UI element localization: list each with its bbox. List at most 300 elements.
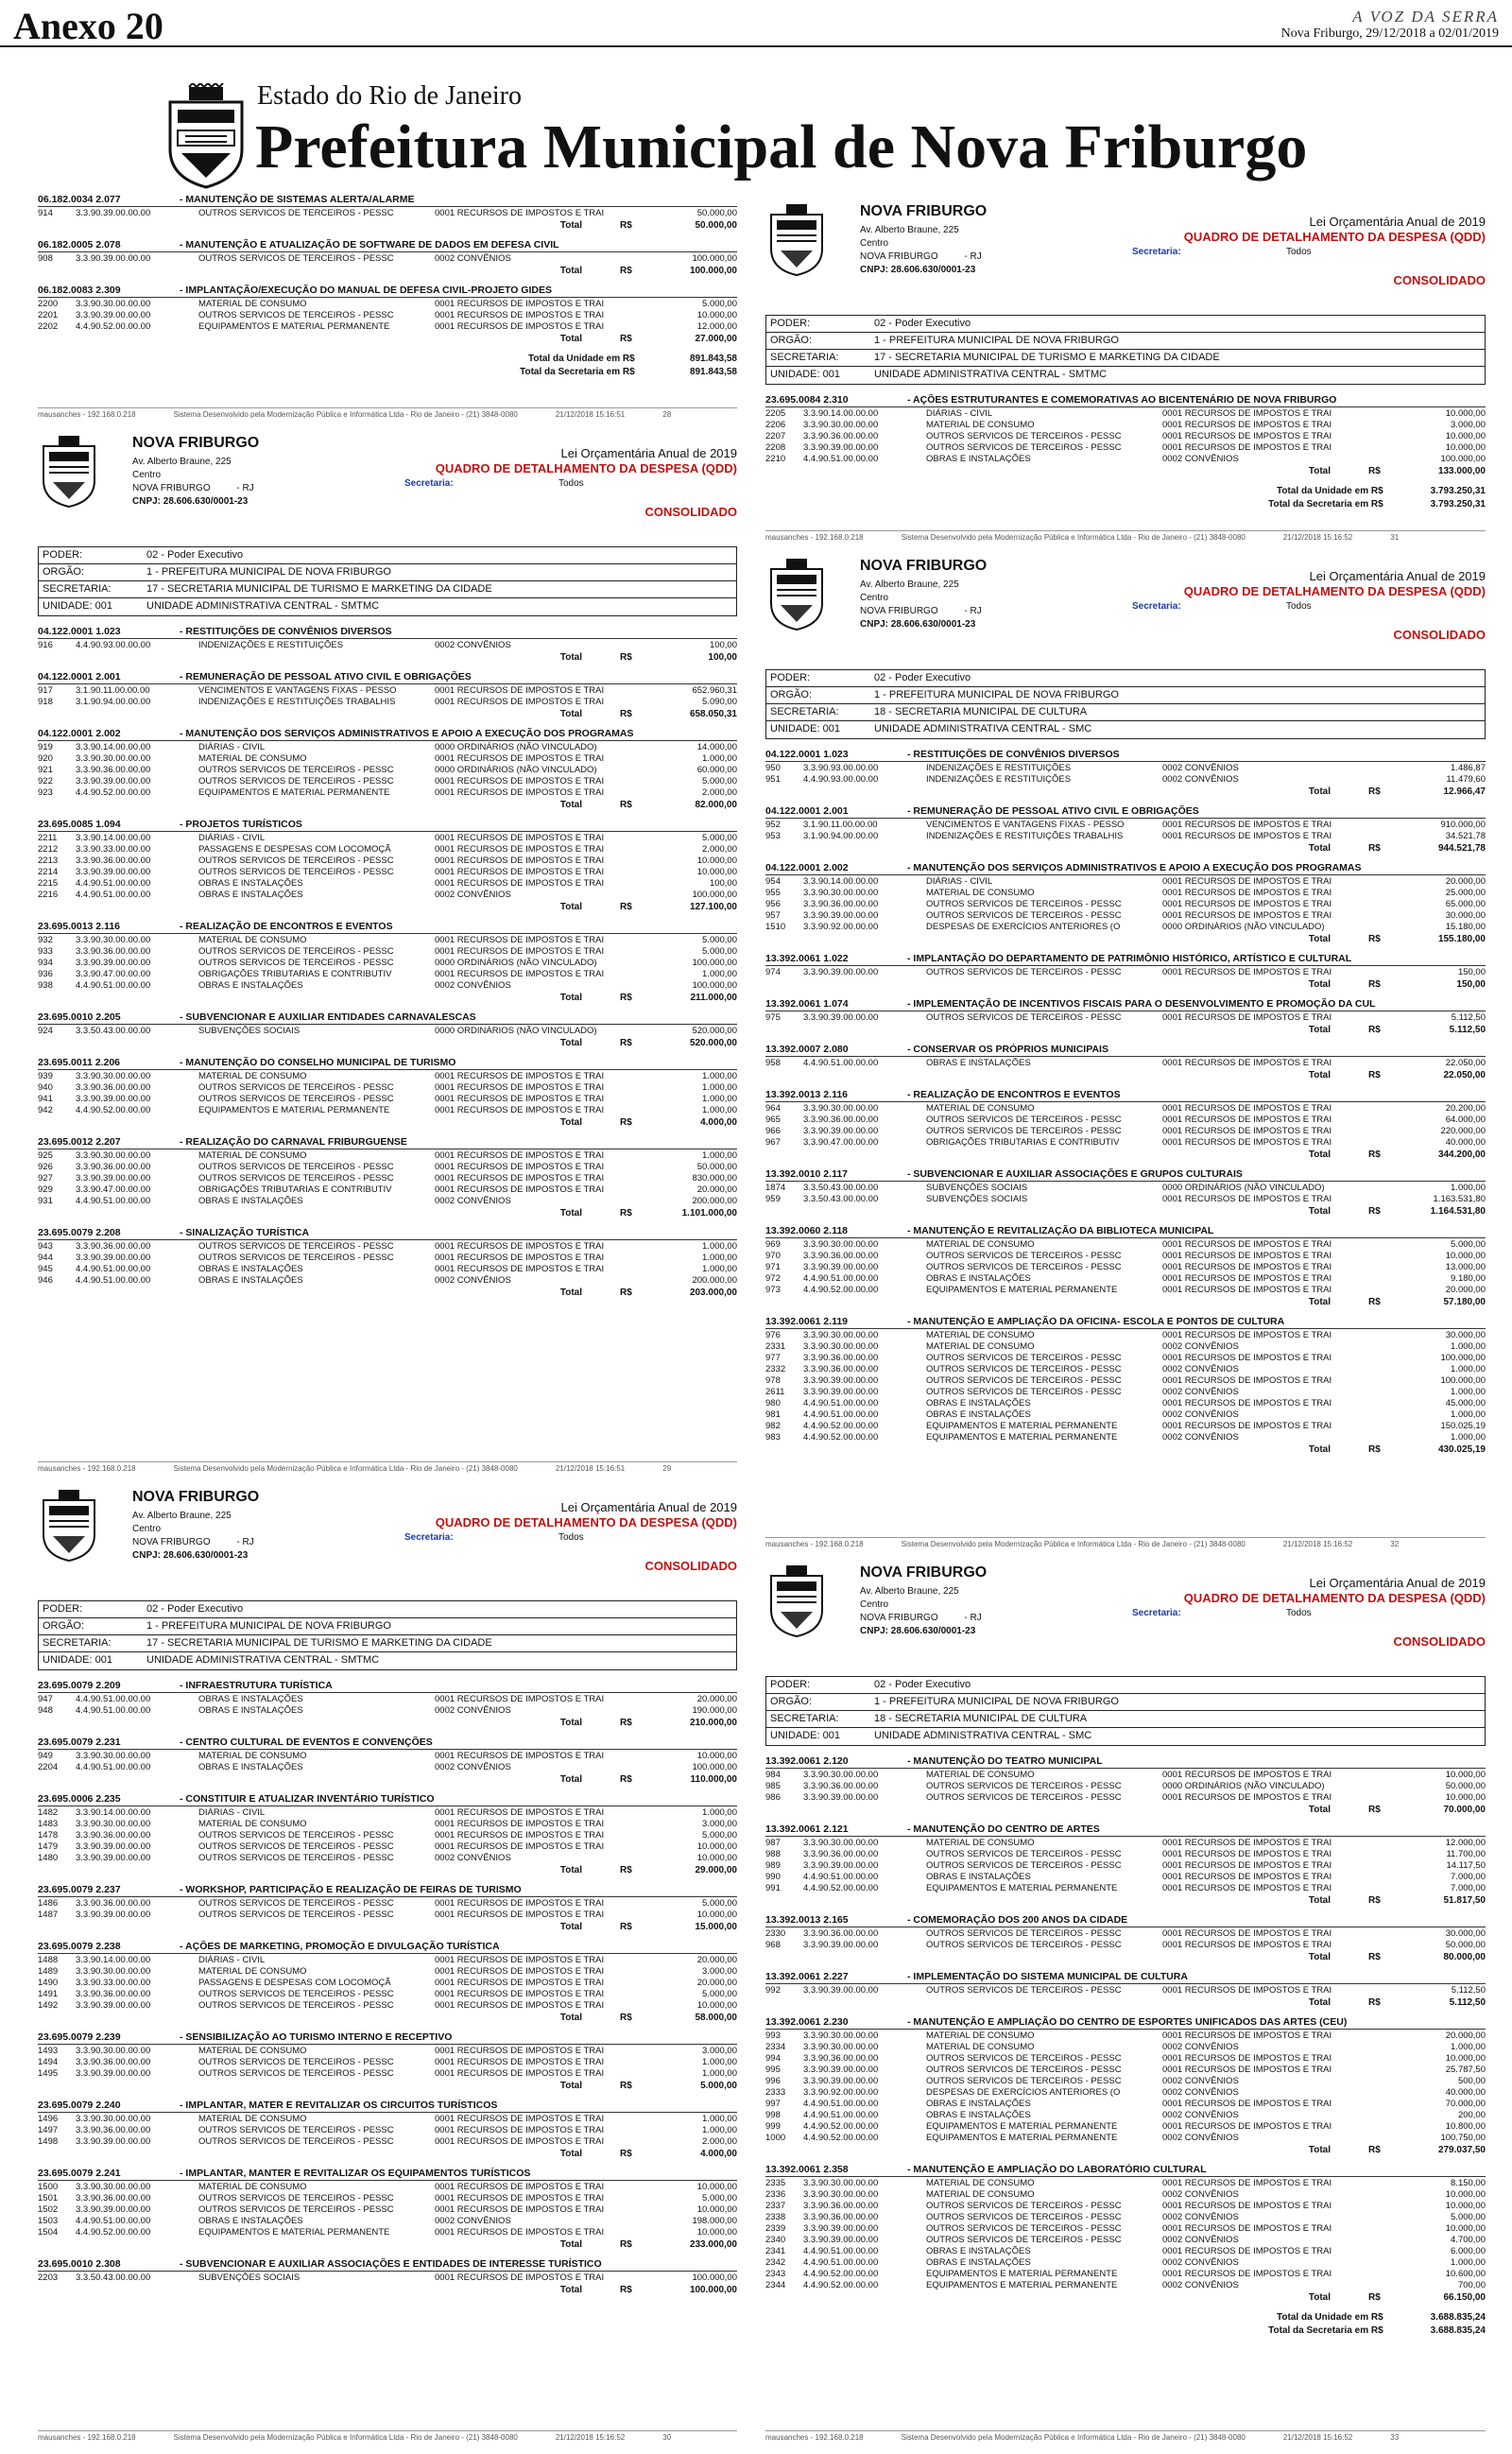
- group-total: Total R$ 203.000,00: [559, 1287, 737, 1298]
- group-heading: 13.392.0061 2.119 - MANUTENÇÃO E AMPLIAÇÃO DA OFICINA- ESCOLA E PONTOS DE CULTURA: [765, 1316, 1486, 1329]
- group-total: Total R$ 430.025,19: [1308, 1444, 1486, 1455]
- table-row: 940 3.3.90.36.00.00.00 OUTROS SERVICOS DE TERCEIROS - PESSC 0001 RECURSOS DE IMPOSTOS E TRAI 1.000,00: [38, 1082, 737, 1093]
- group-total: Total R$ 57.180,00: [1308, 1297, 1486, 1307]
- entity-address: Av. Alberto Braune, 225 Centro NOVA FRIBURGO - RJ CNPJ: 28.606.630/0001-23: [132, 1511, 254, 1561]
- group-total: Total R$ 12.966,47: [1308, 786, 1486, 797]
- consolidado-label: CONSOLIDADO: [1393, 273, 1486, 287]
- budget-group: [38, 2168, 737, 2252]
- group-total: Total R$ 150,00: [1308, 979, 1486, 990]
- table-row: 994 3.3.90.36.00.00.00 OUTROS SERVICOS DE TERCEIROS - PESSC 0001 RECURSOS DE IMPOSTOS E TRAI 10.000,00: [765, 2053, 1486, 2064]
- table-row: 968 3.3.90.39.00.00.00 OUTROS SERVICOS DE TERCEIROS - PESSC 0001 RECURSOS DE IMPOSTOS E TRAI 50.000,00: [765, 1940, 1486, 1950]
- table-row: 949 3.3.90.30.00.00.00 MATERIAL DE CONSUMO 0001 RECURSOS DE IMPOSTOS E TRAI 10.000,00: [38, 1751, 737, 1761]
- table-row: 918 3.1.90.94.00.00.00 INDENIZAÇÕES E RESTITUIÇÕES TRABALHIS 0001 RECURSOS DE IMPOSTOS E TRAI 5.090,00: [38, 697, 737, 707]
- group-heading: 23.695.0010 2.308 - SUBVENCIONAR E AUXILIAR ASSOCIAÇÕES E ENTIDADES DE INTERESSE TURÍSTICO: [38, 2258, 737, 2272]
- report-page: [762, 194, 1489, 544]
- table-row: 1502 3.3.90.39.00.00.00 OUTROS SERVICOS DE TERCEIROS - PESSC 0001 RECURSOS DE IMPOSTOS E TRAI 10.000,00: [38, 2204, 737, 2215]
- table-row: 939 3.3.90.30.00.00.00 MATERIAL DE CONSUMO 0001 RECURSOS DE IMPOSTOS E TRAI 1.000,00: [38, 1071, 737, 1081]
- table-row: 2214 3.3.90.39.00.00.00 OUTROS SERVICOS DE TERCEIROS - PESSC 0001 RECURSOS DE IMPOSTOS E TRAI 10.000,00: [38, 867, 737, 877]
- group-heading: 13.392.0061 2.120 - MANUTENÇÃO DO TEATRO MUNICIPAL: [765, 1755, 1486, 1769]
- group-total: Total R$ 100,00: [559, 652, 737, 663]
- table-row: 967 3.3.90.47.00.00.00 OBRIGAÇÕES TRIBUTARIAS E CONTRIBUTIV 0001 RECURSOS DE IMPOSTOS E TRAI 40.000,00: [765, 1137, 1486, 1148]
- table-row: 916 4.4.90.93.00.00.00 INDENIZAÇÕES E RESTITUIÇÕES 0002 CONVÊNIOS 100,00: [38, 640, 737, 650]
- group-heading: 13.392.0061 2.121 - MANUTENÇÃO DO CENTRO DE ARTES: [765, 1823, 1486, 1837]
- budget-group: [765, 1316, 1486, 1457]
- group-heading: 04.122.0001 1.023 - RESTITUIÇÕES DE CONVÊNIOS DIVERSOS: [765, 749, 1486, 762]
- table-row: 975 3.3.90.39.00.00.00 OUTROS SERVICOS DE TERCEIROS - PESSC 0001 RECURSOS DE IMPOSTOS E TRAI 5.112,50: [765, 1012, 1486, 1023]
- table-row: 1503 4.4.90.51.00.00.00 OBRAS E INSTALAÇÕES 0002 CONVÊNIOS 198.000,00: [38, 2216, 737, 2226]
- group-heading: 23.695.0011 2.206 - MANUTENÇÃO DO CONSELHO MUNICIPAL DE TURISMO: [38, 1057, 737, 1070]
- lei-label: Lei Orçamentária Anual de 2019: [1309, 215, 1486, 229]
- budget-group: [38, 921, 737, 1005]
- group-total: Total R$ 155.180,00: [1308, 934, 1486, 944]
- table-row: 2342 4.4.90.51.00.00.00 OBRAS E INSTALAÇÕES 0002 CONVÊNIOS 1.000,00: [765, 2257, 1486, 2268]
- table-row: 945 4.4.90.51.00.00.00 OBRAS E INSTALAÇÕES 0001 RECURSOS DE IMPOSTOS E TRAI 1.000,00: [38, 1264, 737, 1274]
- table-row: 2344 4.4.90.52.00.00.00 EQUIPAMENTOS E MATERIAL PERMANENTE 0002 CONVÊNIOS 700,00: [765, 2280, 1486, 2290]
- budget-group: [38, 1011, 737, 1050]
- table-row: 1497 3.3.90.36.00.00.00 OUTROS SERVICOS DE TERCEIROS - PESSC 0001 RECURSOS DE IMPOSTOS E TRAI 1.000,00: [38, 2125, 737, 2135]
- report-page: [34, 194, 741, 421]
- budget-group: [38, 239, 737, 278]
- table-row: 1489 3.3.90.30.00.00.00 MATERIAL DE CONSUMO 0001 RECURSOS DE IMPOSTOS E TRAI 3.000,00: [38, 1966, 737, 1977]
- budget-group: [38, 728, 737, 812]
- group-total: Total R$ 51.817,50: [1308, 1895, 1486, 1906]
- group-total: Total R$ 127.100,00: [559, 902, 737, 912]
- grand-total: Total da Secretaria em R$ 891.843,58: [520, 367, 737, 377]
- entity-address: Av. Alberto Braune, 225 Centro NOVA FRIBURGO - RJ CNPJ: 28.606.630/0001-23: [860, 579, 982, 630]
- table-row: 1480 3.3.90.39.00.00.00 OUTROS SERVICOS DE TERCEIROS - PESSC 0002 CONVÊNIOS 10.000,00: [38, 1853, 737, 1863]
- table-row: 2205 3.3.90.14.00.00.00 DIÁRIAS - CIVIL 0001 RECURSOS DE IMPOSTOS E TRAI 10.000,00: [765, 408, 1486, 419]
- table-row: 978 3.3.90.39.00.00.00 OUTROS SERVICOS DE TERCEIROS - PESSC 0001 RECURSOS DE IMPOSTOS E TRAI 100.000,00: [765, 1375, 1486, 1386]
- group-heading: 13.392.0010 2.117 - SUBVENCIONAR E AUXILIAR ASSOCIAÇÕES E GRUPOS CULTURAIS: [765, 1168, 1486, 1182]
- group-heading: 23.695.0012 2.207 - REALIZAÇÃO DO CARNAVAL FRIBURGUENSE: [38, 1136, 737, 1149]
- group-heading: 23.695.0085 1.094 - PROJETOS TURÍSTICOS: [38, 819, 737, 832]
- grand-total: Total da Unidade em R$ 891.843,58: [528, 354, 737, 364]
- budget-group: [765, 862, 1486, 946]
- table-row: 1491 3.3.90.36.00.00.00 OUTROS SERVICOS DE TERCEIROS - PESSC 0001 RECURSOS DE IMPOSTOS E TRAI 5.000,00: [38, 1989, 737, 1999]
- table-row: 1488 3.3.90.14.00.00.00 DIÁRIAS - CIVIL 0001 RECURSOS DE IMPOSTOS E TRAI 20.000,00: [38, 1955, 737, 1965]
- grand-total: Total da Secretaria em R$ 3.688.835,24: [1268, 2325, 1486, 2336]
- entity-address: Av. Alberto Braune, 225 Centro NOVA FRIBURGO - RJ CNPJ: 28.606.630/0001-23: [860, 225, 982, 275]
- table-row: 955 3.3.90.30.00.00.00 MATERIAL DE CONSUMO 0001 RECURSOS DE IMPOSTOS E TRAI 25.000,00: [765, 888, 1486, 898]
- table-row: 1498 3.3.90.39.00.00.00 OUTROS SERVICOS DE TERCEIROS - PESSC 0001 RECURSOS DE IMPOSTOS E TRAI 2.000,00: [38, 2136, 737, 2147]
- table-row: 984 3.3.90.30.00.00.00 MATERIAL DE CONSUMO 0001 RECURSOS DE IMPOSTOS E TRAI 10.000,00: [765, 1770, 1486, 1780]
- report-page: [762, 548, 1489, 1550]
- group-heading: 13.392.0013 2.116 - REALIZAÇÃO DE ENCONTROS E EVENTOS: [765, 1089, 1486, 1102]
- budget-group: [765, 1044, 1486, 1082]
- table-row: 997 4.4.90.51.00.00.00 OBRAS E INSTALAÇÕES 0001 RECURSOS DE IMPOSTOS E TRAI 70.000,00: [765, 2099, 1486, 2109]
- table-row: 1495 3.3.90.39.00.00.00 OUTROS SERVICOS DE TERCEIROS - PESSC 0001 RECURSOS DE IMPOSTOS E TRAI 1.000,00: [38, 2068, 737, 2079]
- budget-group: [765, 998, 1486, 1037]
- group-total: Total R$ 211.000,00: [559, 993, 737, 1003]
- table-row: 950 3.3.90.93.00.00.00 INDENIZAÇÕES E RESTITUIÇÕES 0002 CONVÊNIOS 1.486,87: [765, 763, 1486, 773]
- org-info-box: PODER: 02 - Poder Executivo ORGÃO: 1 - PREFEITURA MUNICIPAL DE NOVA FRIBURGO SECRETARIA: 17 - SECRETARIA MUNICIPAL DE TURISMO E MARKETING DA CIDADE UNIDADE: 001 UNIDADE ADMINISTRATIVA CENTRAL - SMTMC: [38, 546, 737, 616]
- entity-name: NOVA FRIBURGO: [132, 1489, 260, 1505]
- table-row: 999 4.4.90.52.00.00.00 EQUIPAMENTOS E MATERIAL PERMANENTE 0001 RECURSOS DE IMPOSTOS E TRAI 10.800,00: [765, 2121, 1486, 2132]
- group-total: Total R$ 100.000,00: [559, 2285, 737, 2295]
- secretaria-label: Secretaria:: [1132, 1608, 1181, 1618]
- table-row: 1492 3.3.90.39.00.00.00 OUTROS SERVICOS DE TERCEIROS - PESSC 0001 RECURSOS DE IMPOSTOS E TRAI 10.000,00: [38, 2000, 737, 2011]
- budget-group: [38, 1057, 737, 1130]
- secretaria-label: Secretaria:: [404, 1532, 454, 1543]
- group-total: Total R$ 133.000,00: [1308, 466, 1486, 476]
- qdd-title: QUADRO DE DETALHAMENTO DA DESPESA (QDD): [435, 461, 737, 475]
- table-row: 986 3.3.90.39.00.00.00 OUTROS SERVICOS DE TERCEIROS - PESSC 0001 RECURSOS DE IMPOSTOS E TRAI 10.000,00: [765, 1792, 1486, 1803]
- table-row: 1482 3.3.90.14.00.00.00 DIÁRIAS - CIVIL 0001 RECURSOS DE IMPOSTOS E TRAI 1.000,00: [38, 1807, 737, 1818]
- org-info-box: PODER: 02 - Poder Executivo ORGÃO: 1 - PREFEITURA MUNICIPAL DE NOVA FRIBURGO SECRETARIA: 17 - SECRETARIA MUNICIPAL DE TURISMO E MARKETING DA CIDADE UNIDADE: 001 UNIDADE ADMINISTRATIVA CENTRAL - SMTMC: [765, 315, 1486, 385]
- table-row: 2201 3.3.90.39.00.00.00 OUTROS SERVICOS DE TERCEIROS - PESSC 0001 RECURSOS DE IMPOSTOS E TRAI 10.000,00: [38, 310, 737, 320]
- group-total: Total R$ 4.000,00: [559, 2149, 737, 2159]
- secretaria-value: Todos: [1286, 601, 1312, 612]
- table-row: 934 3.3.90.39.00.00.00 OUTROS SERVICOS DE TERCEIROS - PESSC 0000 ORDINÁRIOS (NÃO VINCULADO) 100.000,00: [38, 958, 737, 968]
- table-row: 2202 4.4.90.52.00.00.00 EQUIPAMENTOS E MATERIAL PERMANENTE 0001 RECURSOS DE IMPOSTOS E TRAI 12.000,00: [38, 321, 737, 332]
- secretaria-value: Todos: [558, 1532, 584, 1543]
- page-footer: mausanches - 192.168.0.218 Sistema Desenvolvido pela Modernização Pública e Informática Ltda - Rio de Janeiro - (21) 3848-0080 21/12/2018 15:16:52 32: [765, 1537, 1486, 1548]
- group-total: Total R$ 82.000,00: [559, 800, 737, 810]
- table-row: 924 3.3.50.43.00.00.00 SUBVENÇÕES SOCIAIS 0000 ORDINÁRIOS (NÃO VINCULADO) 520.000,00: [38, 1026, 737, 1036]
- table-row: 2341 4.4.90.51.00.00.00 OBRAS E INSTALAÇÕES 0001 RECURSOS DE IMPOSTOS E TRAI 6.000,00: [765, 2246, 1486, 2256]
- table-row: 2203 3.3.50.43.00.00.00 SUBVENÇÕES SOCIAIS 0001 RECURSOS DE IMPOSTOS E TRAI 100.000,00: [38, 2273, 737, 2283]
- group-total: Total R$ 658.050,31: [559, 709, 737, 719]
- table-row: 990 4.4.90.51.00.00.00 OBRAS E INSTALAÇÕES 0001 RECURSOS DE IMPOSTOS E TRAI 7.000,00: [765, 1872, 1486, 1882]
- prefeitura-header: [161, 57, 1351, 189]
- group-total: Total R$ 344.200,00: [1308, 1149, 1486, 1160]
- group-heading: 04.122.0001 2.001 - REMUNERAÇÃO DE PESSOAL ATIVO CIVIL E OBRIGAÇÕES: [38, 671, 737, 684]
- table-row: 947 4.4.90.51.00.00.00 OBRAS E INSTALAÇÕES 0001 RECURSOS DE IMPOSTOS E TRAI 20.000,00: [38, 1694, 737, 1704]
- annex-title: Anexo 20: [13, 5, 163, 47]
- group-heading: 04.122.0001 1.023 - RESTITUIÇÕES DE CONVÊNIOS DIVERSOS: [38, 626, 737, 639]
- group-heading: 04.122.0001 2.002 - MANUTENÇÃO DOS SERVIÇOS ADMINISTRATIVOS E APOIO A EXECUÇÃO DOS PROGRAMAS: [38, 728, 737, 741]
- table-row: 980 4.4.90.51.00.00.00 OBRAS E INSTALAÇÕES 0001 RECURSOS DE IMPOSTOS E TRAI 45.000,00: [765, 1398, 1486, 1408]
- budget-group: [38, 1941, 737, 2025]
- group-heading: 23.695.0013 2.116 - REALIZAÇÃO DE ENCONTROS E EVENTOS: [38, 921, 737, 934]
- table-row: 2331 3.3.90.30.00.00.00 MATERIAL DE CONSUMO 0002 CONVÊNIOS 1.000,00: [765, 1341, 1486, 1352]
- table-row: 2332 3.3.90.36.00.00.00 OUTROS SERVICOS DE TERCEIROS - PESSC 0002 CONVÊNIOS 1.000,00: [765, 1364, 1486, 1374]
- table-row: 1483 3.3.90.30.00.00.00 MATERIAL DE CONSUMO 0001 RECURSOS DE IMPOSTOS E TRAI 3.000,00: [38, 1819, 737, 1829]
- entity-name: NOVA FRIBURGO: [860, 203, 988, 219]
- table-row: 2338 3.3.90.36.00.00.00 OUTROS SERVICOS DE TERCEIROS - PESSC 0002 CONVÊNIOS 5.000,00: [765, 2212, 1486, 2222]
- table-row: 2215 4.4.90.51.00.00.00 OBRAS E INSTALAÇÕES 0001 RECURSOS DE IMPOSTOS E TRAI 100,00: [38, 878, 737, 889]
- group-heading: 23.695.0079 2.238 - AÇÕES DE MARKETING, PROMOÇÃO E DIVULGAÇÃO TURÍSTICA: [38, 1941, 737, 1954]
- budget-group: [765, 1225, 1486, 1309]
- budget-group: [38, 1227, 737, 1300]
- table-row: 943 3.3.90.36.00.00.00 OUTROS SERVICOS DE TERCEIROS - PESSC 0001 RECURSOS DE IMPOSTOS E TRAI 1.000,00: [38, 1241, 737, 1252]
- table-row: 2330 3.3.90.36.00.00.00 OUTROS SERVICOS DE TERCEIROS - PESSC 0001 RECURSOS DE IMPOSTOS E TRAI 30.000,00: [765, 1928, 1486, 1939]
- group-total: Total R$ 4.000,00: [559, 1117, 737, 1128]
- table-row: 1000 4.4.90.52.00.00.00 EQUIPAMENTOS E MATERIAL PERMANENTE 0002 CONVÊNIOS 100.750,00: [765, 2133, 1486, 2143]
- lei-label: Lei Orçamentária Anual de 2019: [560, 446, 737, 460]
- group-heading: 04.122.0001 2.002 - MANUTENÇÃO DOS SERVIÇOS ADMINISTRATIVOS E APOIO A EXECUÇÃO DOS PROGRAMAS: [765, 862, 1486, 875]
- group-total: Total R$ 1.101.000,00: [559, 1208, 737, 1218]
- budget-group: [38, 1793, 737, 1877]
- table-row: 2208 3.3.90.39.00.00.00 OUTROS SERVICOS DE TERCEIROS - PESSC 0001 RECURSOS DE IMPOSTOS E TRAI 10.000,00: [765, 442, 1486, 453]
- qdd-title: QUADRO DE DETALHAMENTO DA DESPESA (QDD): [1183, 584, 1486, 598]
- table-row: 959 3.3.50.43.00.00.00 SUBVENÇÕES SOCIAIS 0001 RECURSOS DE IMPOSTOS E TRAI 1.163.531,80: [765, 1194, 1486, 1204]
- table-row: 926 3.3.90.36.00.00.00 OUTROS SERVICOS DE TERCEIROS - PESSC 0001 RECURSOS DE IMPOSTOS E TRAI 50.000,00: [38, 1162, 737, 1172]
- budget-group: [765, 805, 1486, 855]
- page-header: [762, 194, 1489, 315]
- table-row: 922 3.3.90.39.00.00.00 OUTROS SERVICOS DE TERCEIROS - PESSC 0001 RECURSOS DE IMPOSTOS E TRAI 5.000,00: [38, 776, 737, 786]
- table-row: 931 4.4.90.51.00.00.00 OBRAS E INSTALAÇÕES 0002 CONVÊNIOS 200.000,00: [38, 1196, 737, 1206]
- city-crest-icon: [38, 1487, 100, 1563]
- group-total: Total R$ 233.000,00: [559, 2239, 737, 2250]
- consolidado-label: CONSOLIDADO: [644, 1559, 737, 1573]
- table-row: 1504 4.4.90.52.00.00.00 EQUIPAMENTOS E MATERIAL PERMANENTE 0001 RECURSOS DE IMPOSTOS E TRAI 10.000,00: [38, 2227, 737, 2238]
- table-row: 976 3.3.90.30.00.00.00 MATERIAL DE CONSUMO 0001 RECURSOS DE IMPOSTOS E TRAI 30.000,00: [765, 1330, 1486, 1340]
- table-row: 2207 3.3.90.36.00.00.00 OUTROS SERVICOS DE TERCEIROS - PESSC 0001 RECURSOS DE IMPOSTOS E TRAI 10.000,00: [765, 431, 1486, 441]
- table-row: 973 4.4.90.52.00.00.00 EQUIPAMENTOS E MATERIAL PERMANENTE 0001 RECURSOS DE IMPOSTOS E TRAI 20.000,00: [765, 1285, 1486, 1295]
- table-row: 952 3.1.90.11.00.00.00 VENCIMENTOS E VANTAGENS FIXAS - PESSO 0001 RECURSOS DE IMPOSTOS E TRAI 910.000,00: [765, 820, 1486, 830]
- lei-label: Lei Orçamentária Anual de 2019: [1309, 1576, 1486, 1590]
- group-heading: 04.122.0001 2.001 - REMUNERAÇÃO DE PESSOAL ATIVO CIVIL E OBRIGAÇÕES: [765, 805, 1486, 819]
- table-row: 2204 4.4.90.51.00.00.00 OBRAS E INSTALAÇÕES 0002 CONVÊNIOS 100.000,00: [38, 1762, 737, 1772]
- city-crest-icon: [38, 433, 100, 509]
- group-total: Total R$ 58.000,00: [559, 2013, 737, 2023]
- group-heading: 23.695.0079 2.239 - SENSIBILIZAÇÃO AO TURISMO INTERNO E RECEPTIVO: [38, 2031, 737, 2045]
- group-heading: 06.182.0083 2.309 - IMPLANTAÇÃO/EXECUÇÃO DO MANUAL DE DEFESA CIVIL-PROJETO GIDES: [38, 285, 737, 298]
- page-header: [762, 548, 1489, 669]
- group-total: Total R$ 520.000,00: [559, 1038, 737, 1048]
- group-heading: 13.392.0061 2.230 - MANUTENÇÃO E AMPLIAÇÃO DO CENTRO DE ESPORTES UNIFICADOS DAS ARTES (CEU): [765, 2016, 1486, 2030]
- group-total: Total R$ 5.000,00: [559, 2081, 737, 2091]
- group-heading: 13.392.0061 2.227 - IMPLEMENTAÇÃO DO SISTEMA MUNICIPAL DE CULTURA: [765, 1971, 1486, 1984]
- budget-group: [765, 1089, 1486, 1162]
- qdd-title: QUADRO DE DETALHAMENTO DA DESPESA (QDD): [435, 1515, 737, 1529]
- secretaria-label: Secretaria:: [1132, 247, 1181, 257]
- group-total: Total R$ 944.521,78: [1308, 843, 1486, 854]
- table-row: 938 4.4.90.51.00.00.00 OBRAS E INSTALAÇÕES 0002 CONVÊNIOS 100.000,00: [38, 980, 737, 991]
- budget-group: [38, 285, 737, 346]
- table-row: 2216 4.4.90.51.00.00.00 OBRAS E INSTALAÇÕES 0002 CONVÊNIOS 100.000,00: [38, 890, 737, 900]
- group-total: Total R$ 110.000,00: [559, 1774, 737, 1785]
- table-row: 2213 3.3.90.36.00.00.00 OUTROS SERVICOS DE TERCEIROS - PESSC 0001 RECURSOS DE IMPOSTOS E TRAI 10.000,00: [38, 855, 737, 866]
- table-row: 1496 3.3.90.30.00.00.00 MATERIAL DE CONSUMO 0001 RECURSOS DE IMPOSTOS E TRAI 1.000,00: [38, 2114, 737, 2124]
- group-total: Total R$ 5.112,50: [1308, 1025, 1486, 1035]
- table-row: 1501 3.3.90.36.00.00.00 OUTROS SERVICOS DE TERCEIROS - PESSC 0001 RECURSOS DE IMPOSTOS E TRAI 5.000,00: [38, 2193, 737, 2203]
- budget-group: [765, 1971, 1486, 2010]
- table-row: 919 3.3.90.14.00.00.00 DIÁRIAS - CIVIL 0000 ORDINÁRIOS (NÃO VINCULADO) 14.000,00: [38, 742, 737, 752]
- table-row: 995 3.3.90.39.00.00.00 OUTROS SERVICOS DE TERCEIROS - PESSC 0001 RECURSOS DE IMPOSTOS E TRAI 25.787,50: [765, 2065, 1486, 2075]
- grand-total: Total da Secretaria em R$ 3.793.250,31: [1268, 499, 1486, 510]
- table-row: 954 3.3.90.14.00.00.00 DIÁRIAS - CIVIL 0001 RECURSOS DE IMPOSTOS E TRAI 20.000,00: [765, 876, 1486, 887]
- table-row: 1500 3.3.90.30.00.00.00 MATERIAL DE CONSUMO 0001 RECURSOS DE IMPOSTOS E TRAI 10.000,00: [38, 2182, 737, 2192]
- secretaria-label: Secretaria:: [1132, 601, 1181, 612]
- table-row: 985 3.3.90.36.00.00.00 OUTROS SERVICOS DE TERCEIROS - PESSC 0000 ORDINÁRIOS (NÃO VINCULADO) 50.000,00: [765, 1781, 1486, 1791]
- org-info-box: PODER: 02 - Poder Executivo ORGÃO: 1 - PREFEITURA MUNICIPAL DE NOVA FRIBURGO SECRETARIA: 18 - SECRETARIA MUNICIPAL DE CULTURA UNIDADE: 001 UNIDADE ADMINISTRATIVA CENTRAL - SMC: [765, 1676, 1486, 1746]
- table-row: 996 3.3.90.39.00.00.00 OUTROS SERVICOS DE TERCEIROS - PESSC 0002 CONVÊNIOS 500,00: [765, 2076, 1486, 2086]
- page-footer: mausanches - 192.168.0.218 Sistema Desenvolvido pela Modernização Pública e Informática Ltda - Rio de Janeiro - (21) 3848-0080 21/12/2018 15:16:52 30: [38, 2430, 737, 2442]
- publication-info: [1281, 8, 1499, 42]
- table-row: 2611 3.3.90.39.00.00.00 OUTROS SERVICOS DE TERCEIROS - PESSC 0002 CONVÊNIOS 1.000,00: [765, 1387, 1486, 1397]
- budget-group: [38, 671, 737, 721]
- table-row: 2335 3.3.90.30.00.00.00 MATERIAL DE CONSUMO 0001 RECURSOS DE IMPOSTOS E TRAI 8.150,00: [765, 2178, 1486, 2188]
- budget-group: [765, 394, 1486, 478]
- table-row: 1479 3.3.90.39.00.00.00 OUTROS SERVICOS DE TERCEIROS - PESSC 0001 RECURSOS DE IMPOSTOS E TRAI 10.000,00: [38, 1841, 737, 1852]
- group-heading: 23.695.0006 2.235 - CONSTITUIR E ATUALIZAR INVENTÁRIO TURÍSTICO: [38, 1793, 737, 1806]
- budget-group: [765, 1168, 1486, 1218]
- group-total: Total R$ 100.000,00: [559, 266, 737, 276]
- table-row: 1494 3.3.90.36.00.00.00 OUTROS SERVICOS DE TERCEIROS - PESSC 0001 RECURSOS DE IMPOSTOS E TRAI 1.000,00: [38, 2057, 737, 2067]
- group-total: Total R$ 29.000,00: [559, 1865, 737, 1875]
- budget-group: [38, 1136, 737, 1220]
- table-row: 956 3.3.90.36.00.00.00 OUTROS SERVICOS DE TERCEIROS - PESSC 0001 RECURSOS DE IMPOSTOS E TRAI 65.000,00: [765, 899, 1486, 909]
- group-heading: 13.392.0061 1.074 - IMPLEMENTAÇÃO DE INCENTIVOS FISCAIS PARA O DESENVOLVIMENTO E PROMOÇÃO DA CUL: [765, 998, 1486, 1011]
- page-footer: mausanches - 192.168.0.218 Sistema Desenvolvido pela Modernização Pública e Informática Ltda - Rio de Janeiro - (21) 3848-0080 21/12/2018 15:16:52 33: [765, 2430, 1486, 2442]
- table-row: 958 4.4.90.51.00.00.00 OBRAS E INSTALAÇÕES 0001 RECURSOS DE IMPOSTOS E TRAI 22.050,00: [765, 1058, 1486, 1068]
- table-row: 981 4.4.90.51.00.00.00 OBRAS E INSTALAÇÕES 0002 CONVÊNIOS 1.000,00: [765, 1409, 1486, 1420]
- table-row: 2343 4.4.90.52.00.00.00 EQUIPAMENTOS E MATERIAL PERMANENTE 0001 RECURSOS DE IMPOSTOS E TRAI 10.600,00: [765, 2269, 1486, 2279]
- table-row: 987 3.3.90.30.00.00.00 MATERIAL DE CONSUMO 0001 RECURSOS DE IMPOSTOS E TRAI 12.000,00: [765, 1838, 1486, 1848]
- table-row: 989 3.3.90.39.00.00.00 OUTROS SERVICOS DE TERCEIROS - PESSC 0001 RECURSOS DE IMPOSTOS E TRAI 14.117,50: [765, 1860, 1486, 1871]
- group-total: Total R$ 1.164.531,80: [1308, 1206, 1486, 1217]
- report-page: [34, 425, 741, 1475]
- budget-group: [38, 1884, 737, 1934]
- group-heading: 13.392.0061 2.358 - MANUTENÇÃO E AMPLIAÇÃO DO LABORATÓRIO CULTURAL: [765, 2164, 1486, 2177]
- group-heading: 23.695.0079 2.240 - IMPLANTAR, MATER E REVITALIZAR OS CIRCUITOS TURÍSTICOS: [38, 2100, 737, 2113]
- entity-name: NOVA FRIBURGO: [860, 558, 988, 574]
- entity-name: NOVA FRIBURGO: [860, 1564, 988, 1581]
- page-header: [34, 1479, 741, 1600]
- table-row: 946 4.4.90.51.00.00.00 OBRAS E INSTALAÇÕES 0002 CONVÊNIOS 200.000,00: [38, 1275, 737, 1286]
- group-heading: 23.695.0079 2.209 - INFRAESTRUTURA TURÍSTICA: [38, 1680, 737, 1693]
- table-row: 2200 3.3.90.30.00.00.00 MATERIAL DE CONSUMO 0001 RECURSOS DE IMPOSTOS E TRAI 5.000,00: [38, 299, 737, 309]
- entity-name: NOVA FRIBURGO: [132, 435, 260, 451]
- table-row: 941 3.3.90.39.00.00.00 OUTROS SERVICOS DE TERCEIROS - PESSC 0001 RECURSOS DE IMPOSTOS E TRAI 1.000,00: [38, 1094, 737, 1104]
- consolidado-label: CONSOLIDADO: [1393, 628, 1486, 642]
- table-row: 983 4.4.90.52.00.00.00 EQUIPAMENTOS E MATERIAL PERMANENTE 0002 CONVÊNIOS 1.000,00: [765, 1432, 1486, 1443]
- table-row: 936 3.3.90.47.00.00.00 OBRIGAÇÕES TRIBUTARIAS E CONTRIBUTIV 0001 RECURSOS DE IMPOSTOS E TRAI 1.000,00: [38, 969, 737, 979]
- table-row: 2211 3.3.90.14.00.00.00 DIÁRIAS - CIVIL 0001 RECURSOS DE IMPOSTOS E TRAI 5.000,00: [38, 833, 737, 843]
- group-total: Total R$ 50.000,00: [559, 220, 737, 231]
- qdd-title: QUADRO DE DETALHAMENTO DA DESPESA (QDD): [1183, 1591, 1486, 1605]
- table-row: 921 3.3.90.36.00.00.00 OUTROS SERVICOS DE TERCEIROS - PESSC 0000 ORDINÁRIOS (NÃO VINCULADO) 60.000,00: [38, 765, 737, 775]
- budget-group: [38, 2258, 737, 2297]
- group-heading: 23.695.0079 2.237 - WORKSHOP, PARTICIPAÇÃO E REALIZAÇÃO DE FEIRAS DE TURISMO: [38, 1884, 737, 1897]
- table-row: 972 4.4.90.51.00.00.00 OBRAS E INSTALAÇÕES 0001 RECURSOS DE IMPOSTOS E TRAI 9.180,00: [765, 1273, 1486, 1284]
- table-row: 951 4.4.90.93.00.00.00 INDENIZAÇÕES E RESTITUIÇÕES 0002 CONVÊNIOS 11.479,60: [765, 774, 1486, 785]
- group-heading: 23.695.0079 2.231 - CENTRO CULTURAL DE EVENTOS E CONVENÇÕES: [38, 1737, 737, 1750]
- group-total: Total R$ 27.000,00: [559, 334, 737, 344]
- grand-total: Total da Unidade em R$ 3.793.250,31: [1277, 486, 1486, 496]
- table-row: 998 4.4.90.51.00.00.00 OBRAS E INSTALAÇÕES 0002 CONVÊNIOS 200,00: [765, 2110, 1486, 2120]
- table-row: 2206 3.3.90.30.00.00.00 MATERIAL DE CONSUMO 0001 RECURSOS DE IMPOSTOS E TRAI 3.000,00: [765, 420, 1486, 430]
- qdd-title: QUADRO DE DETALHAMENTO DA DESPESA (QDD): [1183, 230, 1486, 244]
- city-crest-icon: [765, 556, 828, 631]
- report-page: [762, 1555, 1489, 2444]
- secretaria-label: Secretaria:: [404, 478, 454, 489]
- table-row: 966 3.3.90.39.00.00.00 OUTROS SERVICOS DE TERCEIROS - PESSC 0001 RECURSOS DE IMPOSTOS E TRAI 220.000,00: [765, 1126, 1486, 1136]
- group-heading: 13.392.0013 2.165 - COMEMORAÇÃO DOS 200 ANOS DA CIDADE: [765, 1914, 1486, 1927]
- lei-label: Lei Orçamentária Anual de 2019: [560, 1500, 737, 1514]
- table-row: 982 4.4.90.52.00.00.00 EQUIPAMENTOS E MATERIAL PERMANENTE 0001 RECURSOS DE IMPOSTOS E TRAI 150.025,19: [765, 1421, 1486, 1431]
- secretaria-value: Todos: [1286, 247, 1312, 257]
- table-row: 933 3.3.90.36.00.00.00 OUTROS SERVICOS DE TERCEIROS - PESSC 0001 RECURSOS DE IMPOSTOS E TRAI 5.000,00: [38, 946, 737, 957]
- table-row: 920 3.3.90.30.00.00.00 MATERIAL DE CONSUMO 0001 RECURSOS DE IMPOSTOS E TRAI 1.000,00: [38, 753, 737, 764]
- publication-date: Nova Friburgo, 29/12/2018 a 02/01/2019: [1280, 26, 1499, 41]
- page-footer: mausanches - 192.168.0.218 Sistema Desenvolvido pela Modernização Pública e Informática Ltda - Rio de Janeiro - (21) 3848-0080 21/12/2018 15:16:51 29: [38, 1461, 737, 1473]
- table-row: 948 4.4.90.51.00.00.00 OBRAS E INSTALAÇÕES 0002 CONVÊNIOS 190.000,00: [38, 1705, 737, 1716]
- consolidado-label: CONSOLIDADO: [644, 505, 737, 519]
- budget-group: [38, 1737, 737, 1787]
- city-crest-icon: [161, 83, 251, 189]
- consolidado-label: CONSOLIDADO: [1393, 1634, 1486, 1649]
- group-total: Total R$ 5.112,50: [1308, 1997, 1486, 2008]
- table-row: 991 4.4.90.52.00.00.00 EQUIPAMENTOS E MATERIAL PERMANENTE 0001 RECURSOS DE IMPOSTOS E TRAI 7.000,00: [765, 1883, 1486, 1893]
- table-row: 932 3.3.90.30.00.00.00 MATERIAL DE CONSUMO 0001 RECURSOS DE IMPOSTOS E TRAI 5.000,00: [38, 935, 737, 945]
- secretaria-value: Todos: [1286, 1608, 1312, 1618]
- table-row: 2212 3.3.90.33.00.00.00 PASSAGENS E DESPESAS COM LOCOMOÇÃ 0001 RECURSOS DE IMPOSTOS E TRAI 2.000,00: [38, 844, 737, 855]
- table-row: 1486 3.3.90.36.00.00.00 OUTROS SERVICOS DE TERCEIROS - PESSC 0001 RECURSOS DE IMPOSTOS E TRAI 5.000,00: [38, 1898, 737, 1909]
- lei-label: Lei Orçamentária Anual de 2019: [1309, 569, 1486, 583]
- report-page: [34, 1479, 741, 2444]
- group-total: Total R$ 15.000,00: [559, 1922, 737, 1932]
- budget-group: [38, 2100, 737, 2161]
- group-heading: 13.392.0007 2.080 - CONSERVAR OS PRÓPRIOS MUNICIPAIS: [765, 1044, 1486, 1057]
- group-heading: 23.695.0079 2.208 - SINALIZAÇÃO TURÍSTICA: [38, 1227, 737, 1240]
- publication-name: A VOZ DA SERRA: [1352, 8, 1499, 26]
- group-heading: 13.392.0060 2.118 - MANUTENÇÃO E REVITALIZAÇÃO DA BIBLIOTECA MUNICIPAL: [765, 1225, 1486, 1238]
- group-heading: 06.182.0034 2.077 - MANUTENÇÃO DE SISTEMAS ALERTA/ALARME: [38, 194, 737, 207]
- group-heading: 06.182.0005 2.078 - MANUTENÇÃO E ATUALIZAÇÃO DE SOFTWARE DE DADOS EM DEFESA CIVIL: [38, 239, 737, 252]
- table-row: 2334 3.3.90.30.00.00.00 MATERIAL DE CONSUMO 0002 CONVÊNIOS 1.000,00: [765, 2042, 1486, 2052]
- table-row: 964 3.3.90.30.00.00.00 MATERIAL DE CONSUMO 0001 RECURSOS DE IMPOSTOS E TRAI 20.200,00: [765, 1103, 1486, 1114]
- table-row: 977 3.3.90.36.00.00.00 OUTROS SERVICOS DE TERCEIROS - PESSC 0001 RECURSOS DE IMPOSTOS E TRAI 100.000,00: [765, 1353, 1486, 1363]
- table-row: 993 3.3.90.30.00.00.00 MATERIAL DE CONSUMO 0001 RECURSOS DE IMPOSTOS E TRAI 20.000,00: [765, 2031, 1486, 2041]
- table-row: 925 3.3.90.30.00.00.00 MATERIAL DE CONSUMO 0001 RECURSOS DE IMPOSTOS E TRAI 1.000,00: [38, 1150, 737, 1161]
- table-row: 953 3.1.90.94.00.00.00 INDENIZAÇÕES E RESTITUIÇÕES TRABALHIS 0001 RECURSOS DE IMPOSTOS E TRAI 34.521,78: [765, 831, 1486, 841]
- budget-group: [765, 749, 1486, 799]
- group-heading: 23.695.0084 2.310 - AÇÕES ESTRUTURANTES E COMEMORATIVAS AO BICENTENÁRIO DE NOVA FRIBURGO: [765, 394, 1486, 407]
- table-row: 2339 3.3.90.39.00.00.00 OUTROS SERVICOS DE TERCEIROS - PESSC 0001 RECURSOS DE IMPOSTOS E TRAI 10.000,00: [765, 2223, 1486, 2234]
- org-info-box: PODER: 02 - Poder Executivo ORGÃO: 1 - PREFEITURA MUNICIPAL DE NOVA FRIBURGO SECRETARIA: 17 - SECRETARIA MUNICIPAL DE TURISMO E MARKETING DA CIDADE UNIDADE: 001 UNIDADE ADMINISTRATIVA CENTRAL - SMTMC: [38, 1600, 737, 1670]
- table-row: 908 3.3.90.39.00.00.00 OUTROS SERVICOS DE TERCEIROS - PESSC 0002 CONVÊNIOS 100.000,00: [38, 253, 737, 264]
- page-header: [34, 425, 741, 546]
- group-total: Total R$ 70.000,00: [1308, 1805, 1486, 1815]
- budget-group: [38, 819, 737, 914]
- budget-group: [38, 194, 737, 233]
- table-row: 971 3.3.90.39.00.00.00 OUTROS SERVICOS DE TERCEIROS - PESSC 0001 RECURSOS DE IMPOSTOS E TRAI 13.000,00: [765, 1262, 1486, 1272]
- group-total: Total R$ 22.050,00: [1308, 1070, 1486, 1080]
- table-row: 944 3.3.90.39.00.00.00 OUTROS SERVICOS DE TERCEIROS - PESSC 0001 RECURSOS DE IMPOSTOS E TRAI 1.000,00: [38, 1253, 737, 1263]
- group-heading: 23.695.0010 2.205 - SUBVENCIONAR E AUXILIAR ENTIDADES CARNAVALESCAS: [38, 1011, 737, 1025]
- secretaria-value: Todos: [558, 478, 584, 489]
- table-row: 974 3.3.90.39.00.00.00 OUTROS SERVICOS DE TERCEIROS - PESSC 0001 RECURSOS DE IMPOSTOS E TRAI 150,00: [765, 967, 1486, 977]
- table-row: 2210 4.4.90.51.00.00.00 OBRAS E INSTALAÇÕES 0002 CONVÊNIOS 100.000,00: [765, 454, 1486, 464]
- table-row: 923 4.4.90.52.00.00.00 EQUIPAMENTOS E MATERIAL PERMANENTE 0001 RECURSOS DE IMPOSTOS E TRAI 2.000,00: [38, 787, 737, 798]
- table-row: 965 3.3.90.36.00.00.00 OUTROS SERVICOS DE TERCEIROS - PESSC 0001 RECURSOS DE IMPOSTOS E TRAI 64.000,00: [765, 1115, 1486, 1125]
- table-row: 2340 3.3.90.39.00.00.00 OUTROS SERVICOS DE TERCEIROS - PESSC 0002 CONVÊNIOS 4.700,00: [765, 2235, 1486, 2245]
- table-row: 942 4.4.90.52.00.00.00 EQUIPAMENTOS E MATERIAL PERMANENTE 0001 RECURSOS DE IMPOSTOS E TRAI 1.000,00: [38, 1105, 737, 1115]
- group-total: Total R$ 210.000,00: [559, 1718, 737, 1728]
- grand-total: Total da Unidade em R$ 3.688.835,24: [1277, 2312, 1486, 2323]
- table-row: 929 3.3.90.47.00.00.00 OBRIGAÇÕES TRIBUTARIAS E CONTRIBUTIV 0001 RECURSOS DE IMPOSTOS E TRAI 20.000,00: [38, 1184, 737, 1195]
- table-row: 1874 3.3.50.43.00.00.00 SUBVENÇÕES SOCIAIS 0000 ORDINÁRIOS (NÃO VINCULADO) 1.000,00: [765, 1183, 1486, 1193]
- budget-group: [765, 1755, 1486, 1817]
- city-crest-icon: [765, 201, 828, 277]
- city-crest-icon: [765, 1563, 828, 1638]
- budget-group: [765, 1914, 1486, 1964]
- page-header: [762, 1555, 1489, 1676]
- org-info-box: PODER: 02 - Poder Executivo ORGÃO: 1 - PREFEITURA MUNICIPAL DE NOVA FRIBURGO SECRETARIA: 18 - SECRETARIA MUNICIPAL DE CULTURA UNIDADE: 001 UNIDADE ADMINISTRATIVA CENTRAL - SMC: [765, 669, 1486, 739]
- group-total: Total R$ 279.037,50: [1308, 2145, 1486, 2155]
- table-row: 2336 3.3.90.30.00.00.00 MATERIAL DE CONSUMO 0002 CONVÊNIOS 10.000,00: [765, 2189, 1486, 2200]
- entity-address: Av. Alberto Braune, 225 Centro NOVA FRIBURGO - RJ CNPJ: 28.606.630/0001-23: [860, 1586, 982, 1636]
- budget-group: [38, 2031, 737, 2093]
- prefeitura-title: Prefeitura Municipal de Nova Friburgo: [255, 112, 1308, 181]
- group-total: Total R$ 66.150,00: [1308, 2292, 1486, 2303]
- table-row: 970 3.3.90.36.00.00.00 OUTROS SERVICOS DE TERCEIROS - PESSC 0001 RECURSOS DE IMPOSTOS E TRAI 10.000,00: [765, 1251, 1486, 1261]
- table-row: 1487 3.3.90.39.00.00.00 OUTROS SERVICOS DE TERCEIROS - PESSC 0001 RECURSOS DE IMPOSTOS E TRAI 10.000,00: [38, 1910, 737, 1920]
- table-row: 969 3.3.90.30.00.00.00 MATERIAL DE CONSUMO 0001 RECURSOS DE IMPOSTOS E TRAI 5.000,00: [765, 1239, 1486, 1250]
